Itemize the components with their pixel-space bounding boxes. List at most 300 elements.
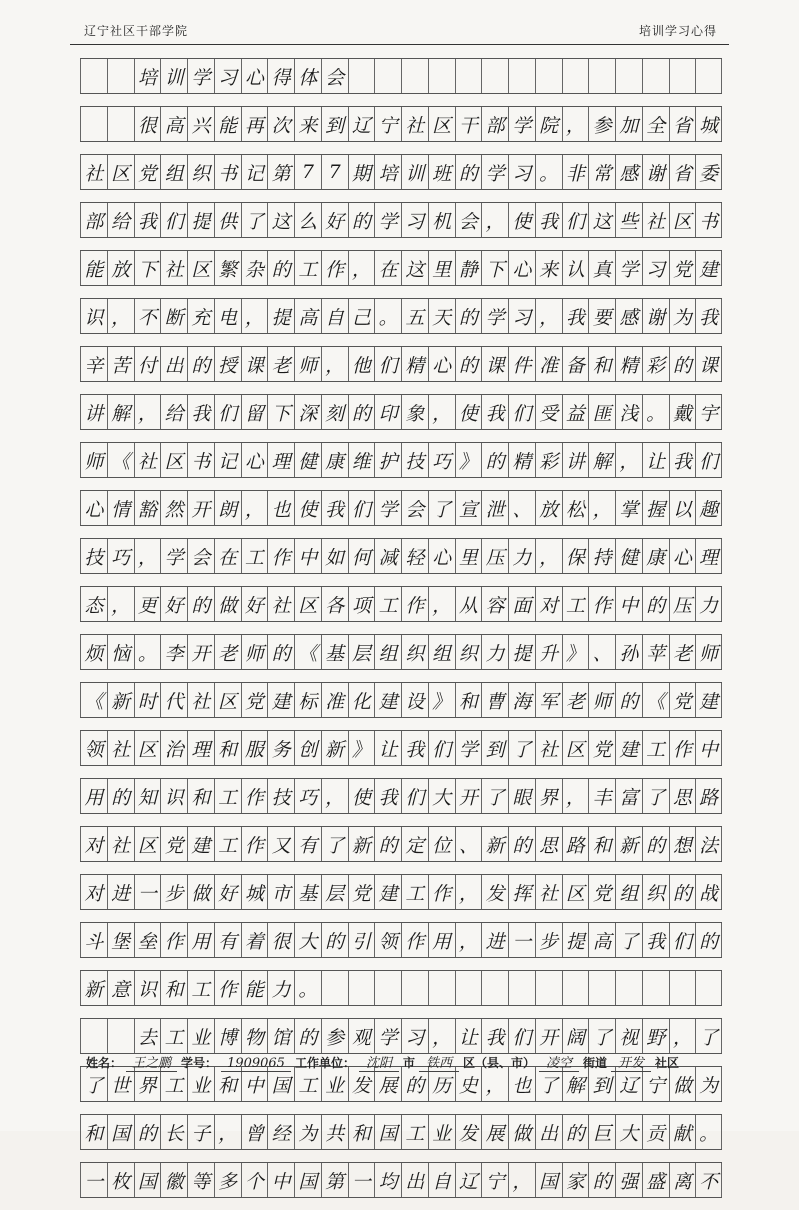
grid-cell: 不 <box>134 299 161 333</box>
grid-cell: 步 <box>535 923 562 957</box>
grid-cell: 掌 <box>615 491 642 525</box>
grid-cell: 工 <box>160 1067 187 1101</box>
grid-cell: 使 <box>508 203 535 237</box>
grid-cell: 路 <box>695 779 722 813</box>
grid-cell: 战 <box>695 875 722 909</box>
grid-cell: 服 <box>241 731 268 765</box>
grid-cell: 务 <box>267 731 294 765</box>
grid-cell: 基 <box>321 635 348 669</box>
grid-cell: 干 <box>455 107 482 141</box>
grid-cell: 们 <box>508 395 535 429</box>
grid-cell: 有 <box>294 827 321 861</box>
grid-cell: 认 <box>562 251 589 285</box>
grid-cell <box>669 59 696 93</box>
grid-cell: 深 <box>294 395 321 429</box>
grid-cell: ， <box>134 539 161 573</box>
grid-cell <box>80 59 107 93</box>
grid-cell: 宁 <box>481 1163 508 1197</box>
grid-cell <box>80 107 107 141</box>
grid-row <box>80 538 722 574</box>
grid-cell: 会 <box>455 203 482 237</box>
grid-cell: 徽 <box>160 1163 187 1197</box>
grid-cell: 视 <box>615 1019 642 1053</box>
grid-cell <box>374 971 401 1005</box>
grid-cell: 的 <box>455 299 482 333</box>
grid-cell: 很 <box>267 923 294 957</box>
header-school-name: 辽宁社区干部学院 <box>84 24 189 38</box>
grid-cell: 工 <box>374 587 401 621</box>
grid-cell: 大 <box>615 1115 642 1149</box>
grid-cell: 我 <box>535 203 562 237</box>
grid-cell: 社 <box>134 443 161 477</box>
grid-cell: 国 <box>294 1163 321 1197</box>
grid-cell: 的 <box>508 827 535 861</box>
grid-cell: 给 <box>160 395 187 429</box>
grid-cell: ， <box>535 299 562 333</box>
grid-cell: 想 <box>669 827 696 861</box>
grid-cell: 、 <box>588 635 615 669</box>
grid-cell: 代 <box>160 683 187 717</box>
grid-cell: 让 <box>374 731 401 765</box>
grid-cell: 部 <box>481 107 508 141</box>
grid-cell: 彩 <box>642 347 669 381</box>
grid-cell: 力 <box>508 539 535 573</box>
grid-cell: 来 <box>294 107 321 141</box>
grid-cell: 们 <box>160 203 187 237</box>
grid-cell: 好 <box>160 587 187 621</box>
grid-cell: 次 <box>267 107 294 141</box>
grid-row <box>80 154 722 190</box>
grid-cell <box>107 59 134 93</box>
grid-cell: 思 <box>535 827 562 861</box>
grid-cell: 建 <box>374 683 401 717</box>
grid-cell: 建 <box>615 731 642 765</box>
grid-cell: 省 <box>669 107 696 141</box>
grid-cell: 的 <box>294 1019 321 1053</box>
grid-cell: 高 <box>160 107 187 141</box>
grid-cell: 会 <box>321 59 348 93</box>
grid-cell: 社 <box>187 683 214 717</box>
grid-cell: 我 <box>374 779 401 813</box>
grid-cell: 力 <box>267 971 294 1005</box>
grid-cell: 里 <box>428 251 455 285</box>
grid-cell: 我 <box>187 395 214 429</box>
grid-cell: 老 <box>267 347 294 381</box>
grid-cell: 课 <box>481 347 508 381</box>
grid-cell: 了 <box>615 923 642 957</box>
grid-cell: 从 <box>455 587 482 621</box>
grid-cell <box>642 971 669 1005</box>
grid-cell: 《 <box>642 683 669 717</box>
grid-cell: 院 <box>535 107 562 141</box>
grid-cell: 理 <box>267 443 294 477</box>
grid-cell: 个 <box>241 1163 268 1197</box>
grid-cell: 界 <box>134 1067 161 1101</box>
grid-cell: 宇 <box>695 395 722 429</box>
grid-cell: 党 <box>241 683 268 717</box>
grid-cell: 工 <box>214 827 241 861</box>
grid-cell <box>669 971 696 1005</box>
district-label: 区（县、市） <box>462 1056 535 1070</box>
grid-cell: 何 <box>348 539 375 573</box>
grid-cell: 和 <box>214 731 241 765</box>
grid-cell: 曾 <box>241 1115 268 1149</box>
grid-cell: ， <box>428 587 455 621</box>
name-label: 姓名： <box>86 1056 123 1070</box>
grid-row <box>80 778 722 814</box>
grid-cell <box>508 971 535 1005</box>
grid-cell: 学 <box>374 491 401 525</box>
grid-cell: 自 <box>321 299 348 333</box>
grid-cell: 贡 <box>642 1115 669 1149</box>
grid-cell: 中 <box>615 587 642 621</box>
grid-cell: 馆 <box>267 1019 294 1053</box>
grid-cell: ， <box>615 443 642 477</box>
grid-cell: 们 <box>562 203 589 237</box>
grid-cell: 党 <box>160 827 187 861</box>
grid-cell: 精 <box>508 443 535 477</box>
grid-cell: 工 <box>562 587 589 621</box>
grid-cell: 国 <box>134 1163 161 1197</box>
grid-cell: ， <box>321 779 348 813</box>
grid-cell: 象 <box>401 395 428 429</box>
grid-row <box>80 634 722 670</box>
grid-cell: 堡 <box>107 923 134 957</box>
grid-cell: 苦 <box>107 347 134 381</box>
grid-row <box>80 442 722 478</box>
grid-cell: 常 <box>588 155 615 189</box>
grid-cell: 学 <box>455 731 482 765</box>
grid-cell: 海 <box>508 683 535 717</box>
grid-cell: 的 <box>642 827 669 861</box>
grid-cell: 党 <box>669 251 696 285</box>
grid-cell: 了 <box>428 491 455 525</box>
grid-cell: 党 <box>588 731 615 765</box>
grid-cell: 师 <box>695 635 722 669</box>
grid-cell: 织 <box>187 155 214 189</box>
grid-cell: 戴 <box>669 395 696 429</box>
grid-cell <box>562 971 589 1005</box>
grid-cell: 感 <box>615 299 642 333</box>
grid-cell: 识 <box>80 299 107 333</box>
grid-cell: 的 <box>588 1163 615 1197</box>
grid-row <box>80 586 722 622</box>
street-label: 街道 <box>583 1056 608 1070</box>
grid-cell: 做 <box>669 1067 696 1101</box>
grid-cell: 好 <box>321 203 348 237</box>
grid-cell: 枚 <box>107 1163 134 1197</box>
grid-cell: 离 <box>669 1163 696 1197</box>
grid-cell: 中 <box>695 731 722 765</box>
grid-cell: 去 <box>134 1019 161 1053</box>
grid-cell: 第 <box>321 1163 348 1197</box>
grid-cell: 《 <box>294 635 321 669</box>
grid-row <box>80 490 722 526</box>
grid-cell: 使 <box>455 395 482 429</box>
grid-cell: 烦 <box>80 635 107 669</box>
grid-cell: 机 <box>428 203 455 237</box>
grid-cell: 的 <box>695 923 722 957</box>
grid-cell: 我 <box>642 923 669 957</box>
grid-cell: 心 <box>241 443 268 477</box>
grid-cell: 的 <box>187 347 214 381</box>
grid-cell <box>401 971 428 1005</box>
grid-cell: 发 <box>348 1067 375 1101</box>
grid-cell: 建 <box>187 827 214 861</box>
grid-cell: 师 <box>80 443 107 477</box>
grid-cell: 护 <box>374 443 401 477</box>
grid-cell: 康 <box>642 539 669 573</box>
grid-cell: 心 <box>428 347 455 381</box>
grid-cell: 有 <box>214 923 241 957</box>
grid-cell: 老 <box>214 635 241 669</box>
grid-cell: 们 <box>214 395 241 429</box>
grid-cell: 知 <box>134 779 161 813</box>
grid-cell: 中 <box>267 1163 294 1197</box>
grid-cell: 态 <box>80 587 107 621</box>
grid-cell: 委 <box>695 155 722 189</box>
grid-cell: 社 <box>107 731 134 765</box>
grid-cell: 孙 <box>615 635 642 669</box>
grid-cell: 期 <box>348 155 375 189</box>
grid-cell: 作 <box>321 251 348 285</box>
grid-cell: 和 <box>588 347 615 381</box>
grid-cell: 发 <box>455 1115 482 1149</box>
grid-cell: 参 <box>321 1019 348 1053</box>
grid-cell: 学 <box>508 107 535 141</box>
grid-cell: 基 <box>294 875 321 909</box>
grid-cell: 放 <box>535 491 562 525</box>
grid-cell: 斗 <box>80 923 107 957</box>
grid-cell: 国 <box>374 1115 401 1149</box>
grid-row <box>80 346 722 382</box>
grid-cell: 建 <box>695 683 722 717</box>
grid-cell: 不 <box>695 1163 722 1197</box>
grid-cell: 盛 <box>642 1163 669 1197</box>
grid-cell: 轻 <box>401 539 428 573</box>
grid-cell: 了 <box>535 1067 562 1101</box>
grid-cell: ， <box>107 587 134 621</box>
district-value: 铁西 <box>419 1052 459 1072</box>
grid-cell: 技 <box>267 779 294 813</box>
grid-cell: 在 <box>374 251 401 285</box>
grid-cell: 区 <box>669 203 696 237</box>
grid-cell: ， <box>481 1067 508 1101</box>
grid-cell: 泄 <box>481 491 508 525</box>
grid-cell: ， <box>214 1115 241 1149</box>
grid-cell <box>428 59 455 93</box>
grid-cell: 标 <box>294 683 321 717</box>
grid-cell: ， <box>508 1163 535 1197</box>
grid-cell: 准 <box>535 347 562 381</box>
grid-cell: 对 <box>80 875 107 909</box>
grid-cell: 组 <box>160 155 187 189</box>
grid-cell: 》 <box>455 443 482 477</box>
grid-cell: 李 <box>160 635 187 669</box>
grid-cell: 一 <box>348 1163 375 1197</box>
grid-cell: 备 <box>562 347 589 381</box>
grid-cell: 的 <box>481 443 508 477</box>
grid-cell: 能 <box>214 107 241 141</box>
grid-cell: 供 <box>214 203 241 237</box>
grid-cell: 习 <box>401 203 428 237</box>
grid-cell: 课 <box>241 347 268 381</box>
grid-cell <box>107 107 134 141</box>
grid-cell: 进 <box>107 875 134 909</box>
grid-cell: 党 <box>588 875 615 909</box>
grid-cell: 持 <box>588 539 615 573</box>
grid-cell: 到 <box>321 107 348 141</box>
grid-cell: 里 <box>455 539 482 573</box>
grid-cell: 。 <box>134 635 161 669</box>
grid-cell: 心 <box>80 491 107 525</box>
grid-cell: 着 <box>241 923 268 957</box>
grid-cell: 情 <box>107 491 134 525</box>
grid-cell: 宁 <box>374 107 401 141</box>
grid-cell: 么 <box>294 203 321 237</box>
grid-cell: 加 <box>615 107 642 141</box>
grid-cell: 引 <box>348 923 375 957</box>
grid-cell: 工 <box>294 1067 321 1101</box>
grid-cell: 新 <box>615 827 642 861</box>
city-value: 沈阳 <box>359 1052 399 1072</box>
grid-cell: 区 <box>294 587 321 621</box>
grid-cell: 。 <box>535 155 562 189</box>
grid-cell: 学 <box>374 1019 401 1053</box>
grid-cell: 培 <box>134 59 161 93</box>
grid-cell: 各 <box>321 587 348 621</box>
grid-cell: 识 <box>160 779 187 813</box>
grid-cell: 解 <box>562 1067 589 1101</box>
grid-cell: 作 <box>241 827 268 861</box>
grid-cell: 共 <box>321 1115 348 1149</box>
grid-cell: 这 <box>401 251 428 285</box>
grid-cell: 要 <box>588 299 615 333</box>
grid-cell: 社 <box>107 827 134 861</box>
grid-cell <box>321 971 348 1005</box>
grid-cell: 彩 <box>535 443 562 477</box>
grid-cell: ， <box>428 1019 455 1053</box>
name-value: 王之鹏 <box>126 1052 177 1072</box>
street-value: 凌空 <box>539 1052 579 1072</box>
grid-cell: 区 <box>134 731 161 765</box>
grid-row <box>80 970 722 1006</box>
grid-cell: 握 <box>642 491 669 525</box>
grid-cell: 史 <box>455 1067 482 1101</box>
grid-row <box>80 202 722 238</box>
grid-cell: 解 <box>107 395 134 429</box>
grid-cell: 创 <box>294 731 321 765</box>
grid-cell: ， <box>107 299 134 333</box>
grid-cell: 参 <box>588 107 615 141</box>
grid-cell: 习 <box>214 59 241 93</box>
grid-cell: 和 <box>588 827 615 861</box>
grid-cell: ， <box>241 299 268 333</box>
grid-cell: 辛 <box>80 347 107 381</box>
grid-cell: 物 <box>241 1019 268 1053</box>
grid-cell: 老 <box>562 683 589 717</box>
grid-cell: 用 <box>80 779 107 813</box>
grid-cell: 区 <box>562 731 589 765</box>
grid-cell: 五 <box>401 299 428 333</box>
grid-cell <box>481 59 508 93</box>
grid-cell: 子 <box>187 1115 214 1149</box>
grid-cell: 谢 <box>642 299 669 333</box>
grid-cell: 的 <box>267 635 294 669</box>
grid-cell: 了 <box>642 779 669 813</box>
grid-cell: 了 <box>508 731 535 765</box>
grid-cell: ， <box>134 395 161 429</box>
grid-cell: 授 <box>214 347 241 381</box>
grid-cell: 作 <box>214 971 241 1005</box>
unit-label: 工作单位： <box>294 1056 355 1070</box>
grid-cell: 件 <box>508 347 535 381</box>
grid-cell: 学 <box>374 203 401 237</box>
grid-cell: 们 <box>428 731 455 765</box>
grid-cell: 提 <box>187 203 214 237</box>
grid-cell: 织 <box>642 875 669 909</box>
grid-cell: 军 <box>535 683 562 717</box>
grid-cell: 师 <box>241 635 268 669</box>
grid-cell: 心 <box>508 251 535 285</box>
grid-cell: 治 <box>160 731 187 765</box>
grid-cell: ， <box>348 251 375 285</box>
grid-cell: 》 <box>428 683 455 717</box>
grid-cell: 多 <box>214 1163 241 1197</box>
grid-cell: 思 <box>669 779 696 813</box>
grid-cell: 区 <box>107 155 134 189</box>
grid-cell: 的 <box>267 251 294 285</box>
grid-cell: ， <box>562 779 589 813</box>
grid-cell: 经 <box>267 1115 294 1149</box>
grid-cell: 区 <box>428 107 455 141</box>
grid-cell <box>535 59 562 93</box>
grid-cell: 松 <box>562 491 589 525</box>
grid-cell: 出 <box>535 1115 562 1149</box>
grid-row <box>80 250 722 286</box>
grid-cell <box>695 971 722 1005</box>
grid-cell: 使 <box>294 491 321 525</box>
grid-cell: 又 <box>267 827 294 861</box>
grid-cell: ， <box>455 923 482 957</box>
grid-cell: 健 <box>294 443 321 477</box>
grid-cell: 进 <box>481 923 508 957</box>
grid-cell: 兴 <box>187 107 214 141</box>
grid-cell: 好 <box>241 587 268 621</box>
grid-cell: 7 <box>294 155 321 189</box>
grid-cell: 做 <box>187 875 214 909</box>
grid-cell: 中 <box>294 539 321 573</box>
grid-cell: 定 <box>401 827 428 861</box>
grid-cell: 好 <box>214 875 241 909</box>
grid-cell: 巧 <box>107 539 134 573</box>
grid-cell: 减 <box>374 539 401 573</box>
grid-cell: 。 <box>695 1115 722 1149</box>
grid-cell: 巧 <box>428 443 455 477</box>
grid-cell: 习 <box>642 251 669 285</box>
grid-cell: 习 <box>401 1019 428 1053</box>
grid-cell: 社 <box>535 875 562 909</box>
grid-cell: 一 <box>508 923 535 957</box>
grid-cell: 献 <box>669 1115 696 1149</box>
grid-cell: 》 <box>348 731 375 765</box>
grid-cell: 做 <box>214 587 241 621</box>
grid-cell: 益 <box>562 395 589 429</box>
grid-cell: 他 <box>348 347 375 381</box>
grid-cell: 7 <box>321 155 348 189</box>
grid-cell: 受 <box>535 395 562 429</box>
grid-cell: 也 <box>508 1067 535 1101</box>
